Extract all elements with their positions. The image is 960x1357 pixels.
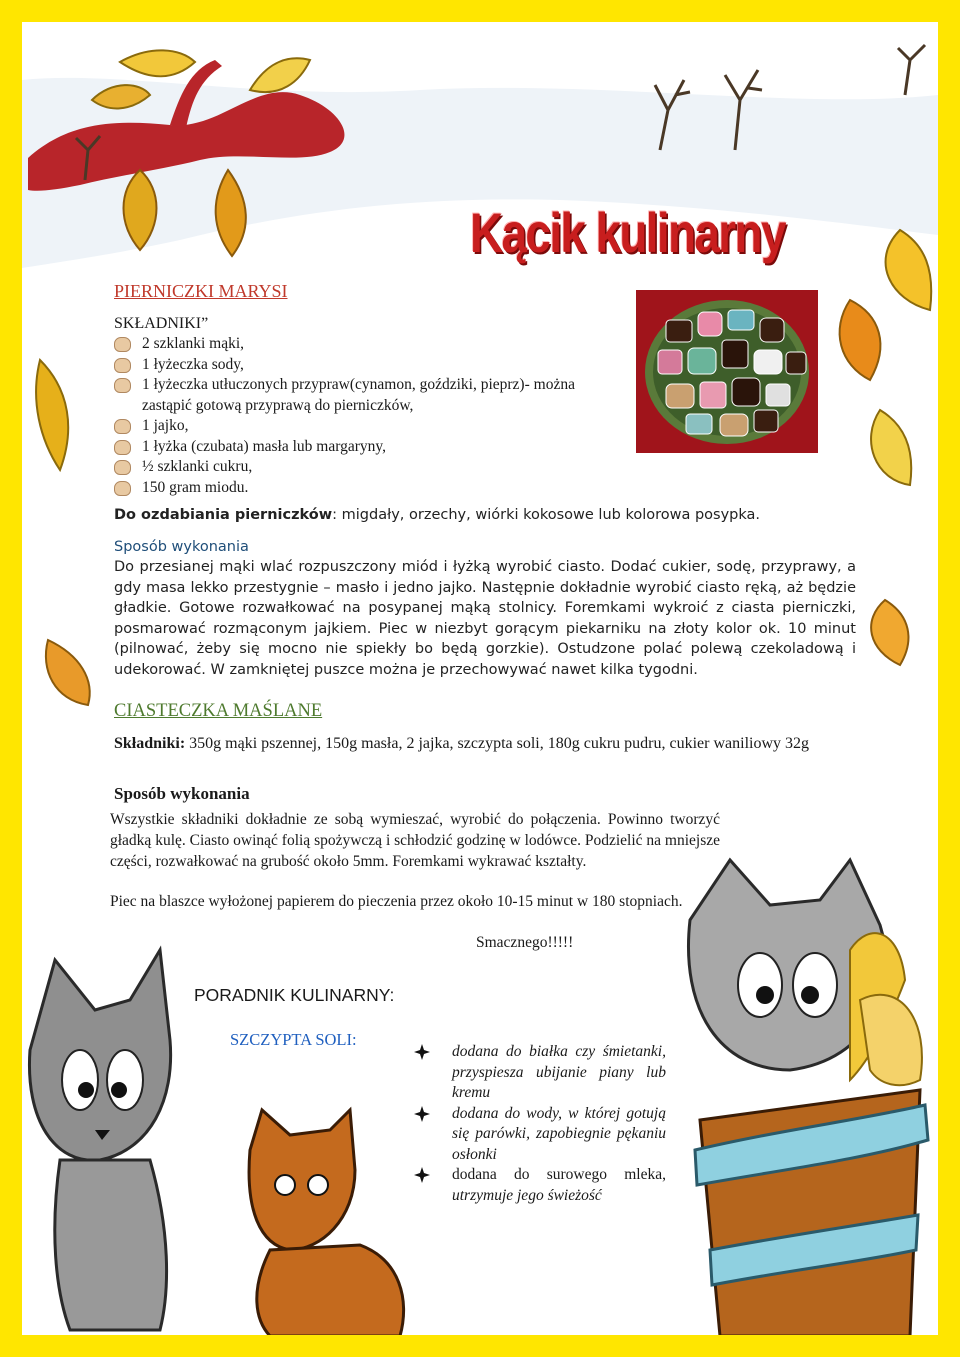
recipe1-title: PIERNICZKI MARYSI — [114, 281, 288, 301]
recipe2-method-p2: Piec na blaszce wyłożonej papierem do pieczenia przez około 10-15 minut w 180 stopniach. — [110, 893, 683, 910]
recipe2-ingredients — [114, 733, 859, 754]
grey-cat-illustration — [29, 950, 170, 1330]
recipe1-decoration-line — [114, 505, 854, 526]
guide-tips-list — [414, 1042, 666, 1206]
cookie-bullet-icon — [114, 378, 131, 393]
cat-in-bucket-illustration — [688, 860, 928, 1336]
diamond-bullet-icon — [414, 1167, 430, 1183]
ingredient-item: 1 łyżeczka utłuczonych przypraw(cynamon, goździki, pieprz)- można zastąpić gotową przyprawą do pierniczków, — [114, 375, 614, 416]
recipe2-ingredients-text: 350g mąki pszennej, 150g masła, 2 jajka, szczypta soli, 180g cukru pudru, cukier waniliowy 32g — [185, 735, 810, 752]
tip-item: dodana do białka czy śmietanki, przyspiesza ubijanie piany lub kremu — [414, 1042, 666, 1104]
decoration-text: : migdały, orzechy, wiórki kokosowe lub kolorowa posypka. — [332, 507, 761, 523]
tip-item: dodana do surowego mleka, utrzymuje jego świeżość — [414, 1165, 666, 1206]
ingredient-item: ½ szklanki cukru, — [114, 457, 614, 478]
ingredient-item: 150 gram miodu. — [114, 478, 614, 499]
tip-item: dodana do wody, w której gotują się parówki, zapobiegnie pękaniu osłonki — [414, 1104, 666, 1166]
ingredient-item: 1 łyżeczka sody, — [114, 355, 614, 376]
cookie-bullet-icon — [114, 481, 131, 496]
cookie-bullet-icon — [114, 440, 131, 455]
ingredient-item: 2 szklanki mąki, — [114, 334, 614, 355]
diamond-bullet-icon — [414, 1106, 430, 1122]
guide-subtitle: SZCZYPTA SOLI: — [230, 1030, 357, 1049]
ingredient-item: 1 łyżka (czubata) masła lub margaryny, — [114, 437, 614, 458]
diamond-bullet-icon — [414, 1044, 430, 1060]
ingredient-item: 1 jajko, — [114, 416, 614, 437]
cookie-bullet-icon — [114, 419, 131, 434]
recipe2-method-p1: Wszystkie składniki dokładnie ze sobą wymieszać, wyrobić do połączenia. Powinno tworzyć gładką kulę. Ciasto owinąć folią spożywczą i schłodzić godzinę w lodówce. Podzielić na mniejsze części, rozwałkować na grubość około 5mm. Foremkami wykrawać kształty. — [110, 811, 720, 870]
cookie-bullet-icon — [114, 460, 131, 475]
gingerbread-cookies-photo — [636, 290, 818, 453]
recipe2-title: CIASTECZKA MAŚLANE — [114, 701, 323, 721]
cookie-bullet-icon — [114, 337, 131, 352]
page-title: Kącik kulinarny — [470, 201, 785, 264]
decoration-label: Do ozdabiania pierniczków — [114, 507, 333, 523]
recipe2-ingredients-label: Składniki: — [114, 735, 186, 752]
guide-title: PORADNIK KULINARNY: — [194, 985, 395, 1005]
recipe1-ingredients-list — [114, 334, 614, 498]
cookie-bullet-icon — [114, 358, 131, 373]
recipe1-method-label: Sposób wykonania — [114, 539, 249, 555]
recipe1-method-text: Do przesianej mąki wlać rozpuszczony miód i łyżką wyrobić ciasto. Dodać cukier, sodę, przyprawy, a gdy masa lekko przestygnie – masło i jedno jajko. Następnie dokładnie wyrobić ciasto ręką, aż będzie gładkie. Gotowe rozwałkować na posypanej mąką stolnicy. Foremkami wykroić z ciasta pierniczki, posmarować rozmąconym jajkiem. Piec w niezbyt gorącym piekarniku na złoty kolor ok. 10 minut (pilnować, żeby się mocno nie spiekły bo będą gorzkie). Ostudzone polać polewą czekoladową i udekorować. W zamkniętej puszce można je przechowywać nawet kilka tygodni. — [114, 559, 856, 678]
orange-cat-illustration — [249, 1110, 404, 1336]
recipe2-closing: Smacznego!!!!! — [476, 934, 574, 951]
recipe2-method-label: Sposób wykonania — [114, 784, 250, 803]
recipe1-ingredients-label: SKŁADNIKI” — [114, 315, 209, 332]
